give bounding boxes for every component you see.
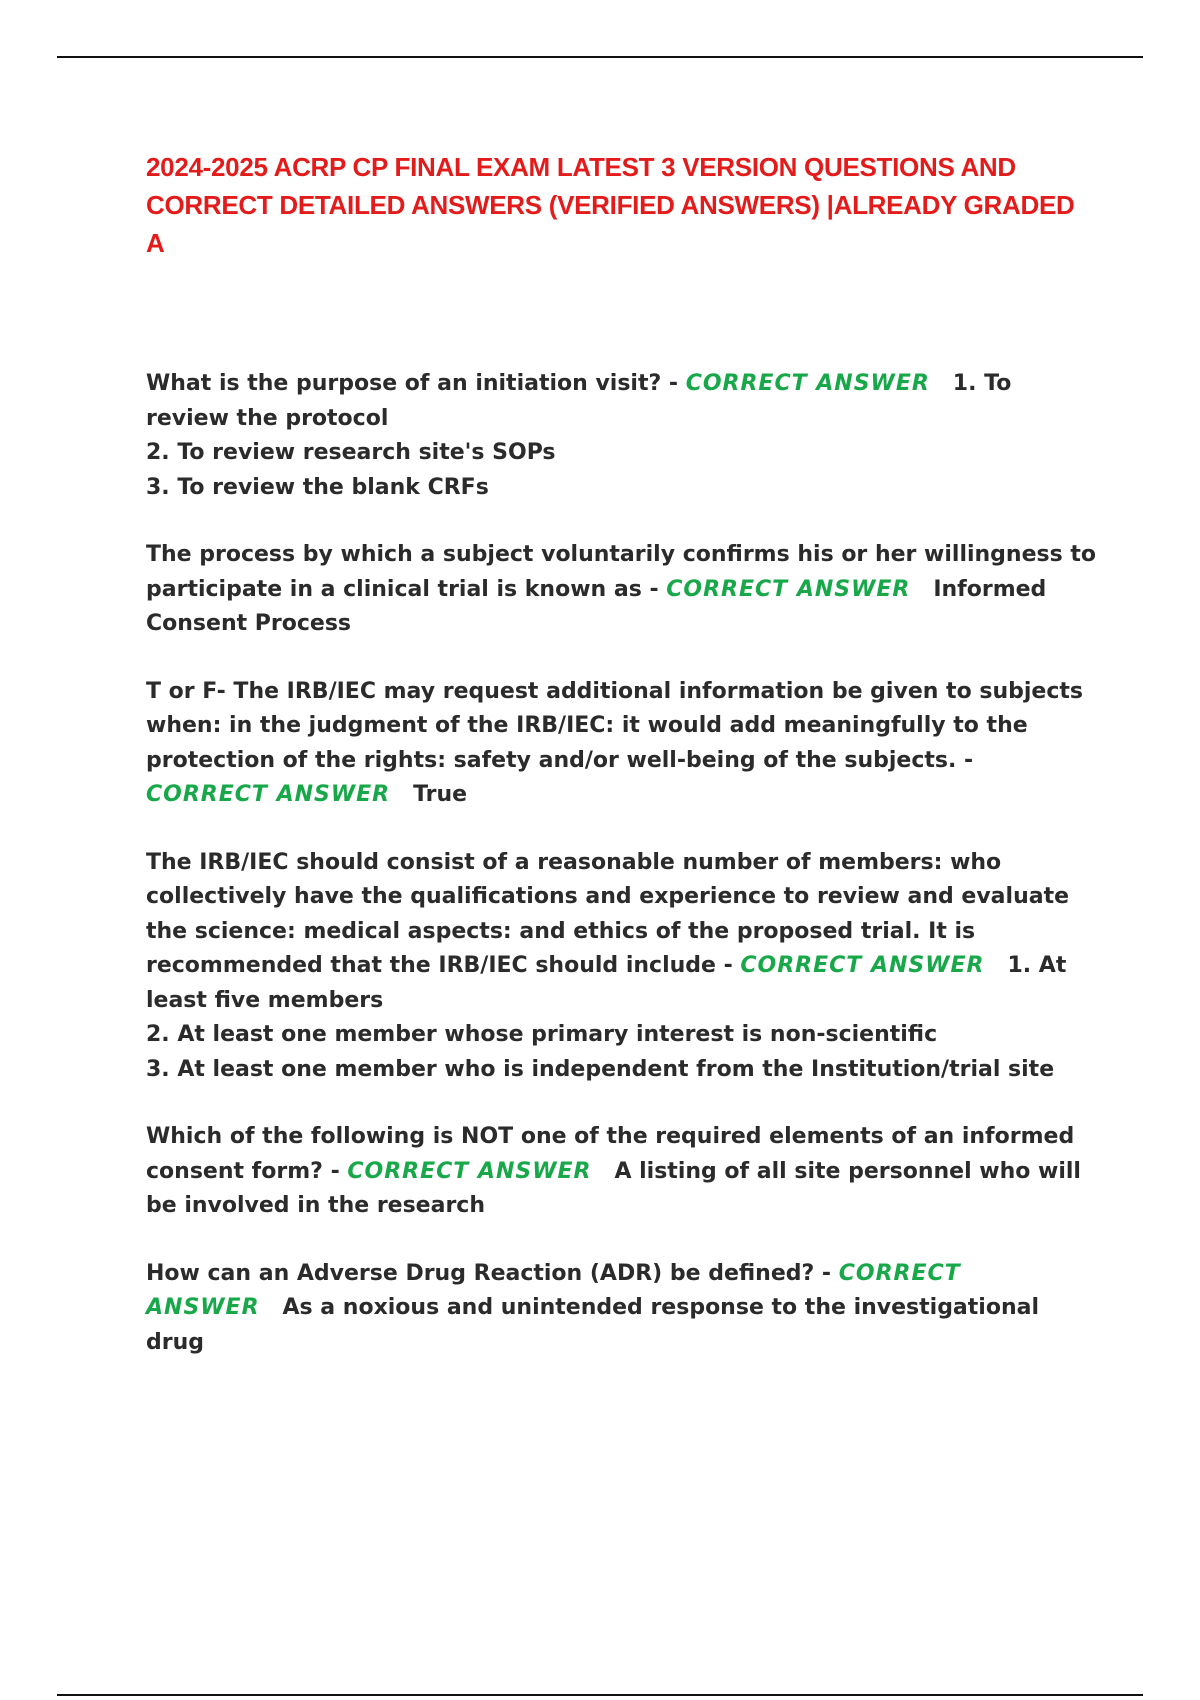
separator: - [956,747,974,773]
document-title: 2024-2025 ACRP CP FINAL EXAM LATEST 3 VERSION QUESTIONS AND CORRECT DETAILED ANSWERS (VERIFIED ANSWERS) |ALREADY GRADED A [146,152,1075,258]
qa-item [146,367,1096,505]
answer-text: 1. To review the protocol 2. To review research site's SOPs 3. To review the blank CRFs [146,371,1012,500]
question-text: T or F- The IRB/IEC may request additional information be given to subjects when: in the judgment of the IRB/IEC: it would add meaningfully to the protection of the rights: safety and/or well-being of the subjects. [146,678,1083,773]
bottom-rule [57,1694,1143,1696]
question-text: The process by which a subject voluntarily confirms his or her willingness to participate in a clinical trial is known as [146,542,1096,602]
correct-answer-label: CORRECT ANSWER [347,1158,592,1184]
answer-text: 1. At least five members 2. At least one member whose primary interest is non-scientific 3. At least one member who is independent from the Institution/trial site [146,953,1067,1082]
qa-item [146,1257,1096,1361]
qa-item [146,675,1096,813]
question-text: What is the purpose of an initiation visit? [146,371,662,396]
answer-text: As a noxious and unintended response to the investigational drug [146,1295,1040,1355]
separator: - [814,1260,839,1286]
question-text: Which of the following is NOT one of the required elements of an informed consent form? [146,1124,1075,1184]
separator: - [641,576,667,602]
answer-text: Informed Consent Process [146,576,1047,636]
qa-item [146,846,1096,1088]
question-text: How can an Adverse Drug Reaction (ADR) be defined? [146,1260,815,1286]
correct-answer-label: CORRECT ANSWER [740,953,985,978]
separator: - [715,953,741,978]
qa-list [146,367,1096,1393]
question-text: The IRB/IEC should consist of a reasonable number of members: who collectively have the qualifications and experience to review and evaluate the science: medical aspects: and ethics of the proposed trial. It is recommended that the IRB/IEC should include [146,849,1070,978]
correct-answer-label: CORRECT ANSWER [666,576,911,602]
correct-answer-label: CORRECT ANSWER [146,782,391,807]
top-rule [57,56,1143,58]
separator: - [661,371,686,396]
qa-item [146,1120,1096,1224]
correct-answer-label: CORRECT ANSWER [685,371,930,396]
correct-answer-label: CORRECT ANSWER [146,1260,961,1320]
answer-text: A listing of all site personnel who will be involved in the research [146,1158,1081,1218]
qa-item [146,538,1096,642]
answer-text: True [413,782,468,807]
separator: - [322,1158,348,1184]
